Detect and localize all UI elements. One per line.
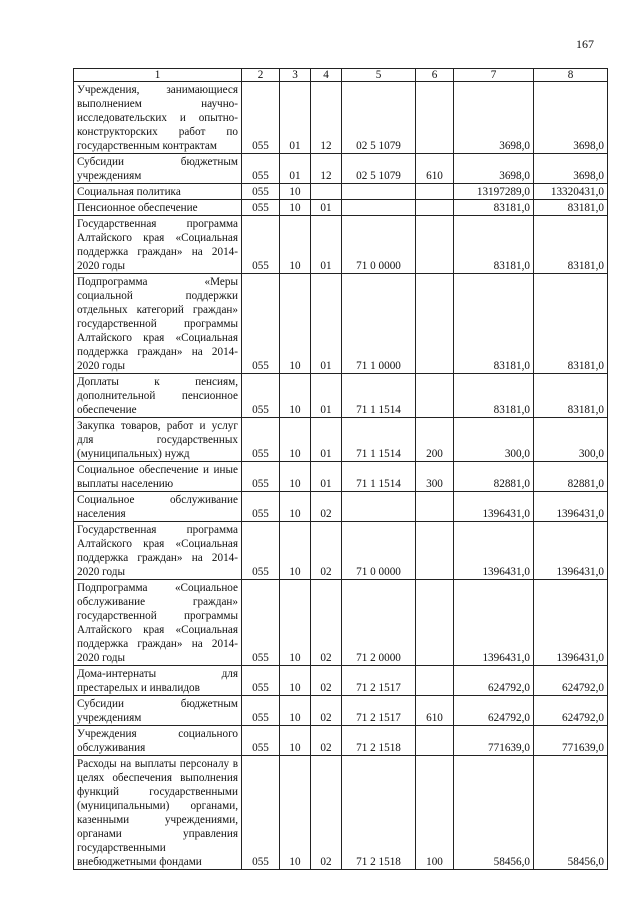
cell-expense-type: 200 <box>416 418 454 462</box>
cell-target: 71 2 0000 <box>342 580 416 666</box>
table-row <box>74 374 608 418</box>
cell-code: 055 <box>242 756 280 870</box>
cell-target <box>342 200 416 216</box>
cell-subsection: 02 <box>311 666 342 696</box>
cell-expense-type <box>416 216 454 274</box>
cell-code: 055 <box>242 492 280 522</box>
header-row <box>74 69 608 82</box>
cell-amount: 1396431,0 <box>534 492 608 522</box>
cell-amount: 3698,0 <box>534 154 608 184</box>
table-row <box>74 216 608 274</box>
col-header: 6 <box>416 69 454 82</box>
cell-expense-type: 300 <box>416 462 454 492</box>
cell-section: 10 <box>280 216 311 274</box>
cell-subsection: 02 <box>311 522 342 580</box>
cell-amount: 83181,0 <box>454 374 534 418</box>
table-row <box>74 522 608 580</box>
cell-amount: 1396431,0 <box>454 580 534 666</box>
cell-target: 71 2 1517 <box>342 696 416 726</box>
cell-expense-type <box>416 374 454 418</box>
cell-amount: 1396431,0 <box>454 492 534 522</box>
table-row <box>74 492 608 522</box>
cell-amount: 13320431,0 <box>534 184 608 200</box>
cell-expense-type <box>416 580 454 666</box>
cell-subsection: 01 <box>311 418 342 462</box>
cell-section: 10 <box>280 274 311 374</box>
row-name: Доплаты к пенсиям, дополнительной пенсионное обеспечение <box>74 374 242 418</box>
cell-subsection: 01 <box>311 216 342 274</box>
col-header: 7 <box>454 69 534 82</box>
cell-amount: 3698,0 <box>454 82 534 154</box>
cell-code: 055 <box>242 580 280 666</box>
cell-target: 71 0 0000 <box>342 216 416 274</box>
cell-expense-type <box>416 82 454 154</box>
cell-target <box>342 184 416 200</box>
cell-amount: 83181,0 <box>454 216 534 274</box>
cell-expense-type <box>416 492 454 522</box>
cell-target: 71 2 1517 <box>342 666 416 696</box>
cell-subsection: 01 <box>311 462 342 492</box>
row-name: Социальное обеспечение и иные выплаты населению <box>74 462 242 492</box>
table-row <box>74 154 608 184</box>
cell-amount: 83181,0 <box>534 200 608 216</box>
col-header: 8 <box>534 69 608 82</box>
cell-section: 10 <box>280 580 311 666</box>
row-name: Учреждения, занимающиеся выполнением научно-исследовательских и опытно-конструкторских работ по государственным контрактам <box>74 82 242 154</box>
cell-amount: 13197289,0 <box>454 184 534 200</box>
cell-code: 055 <box>242 200 280 216</box>
cell-expense-type <box>416 666 454 696</box>
cell-amount: 624792,0 <box>534 666 608 696</box>
cell-code: 055 <box>242 374 280 418</box>
cell-subsection: 02 <box>311 492 342 522</box>
cell-amount: 83181,0 <box>534 216 608 274</box>
col-header: 4 <box>311 69 342 82</box>
row-name: Государственная программа Алтайского края «Социальная поддержка граждан» на 2014-2020 годы <box>74 522 242 580</box>
cell-subsection: 01 <box>311 200 342 216</box>
cell-code: 055 <box>242 82 280 154</box>
cell-subsection: 02 <box>311 756 342 870</box>
cell-expense-type <box>416 726 454 756</box>
cell-amount: 771639,0 <box>454 726 534 756</box>
cell-expense-type: 100 <box>416 756 454 870</box>
row-name: Учреждения социального обслуживания <box>74 726 242 756</box>
cell-section: 10 <box>280 492 311 522</box>
cell-subsection <box>311 184 342 200</box>
cell-target: 71 2 1518 <box>342 756 416 870</box>
cell-subsection: 02 <box>311 696 342 726</box>
table-row <box>74 696 608 726</box>
cell-target: 71 0 0000 <box>342 522 416 580</box>
cell-section: 01 <box>280 154 311 184</box>
cell-subsection: 01 <box>311 274 342 374</box>
cell-section: 10 <box>280 522 311 580</box>
table-row <box>74 666 608 696</box>
cell-expense-type <box>416 522 454 580</box>
cell-target: 71 2 1518 <box>342 726 416 756</box>
table-row <box>74 756 608 870</box>
cell-section: 10 <box>280 200 311 216</box>
cell-amount: 3698,0 <box>454 154 534 184</box>
cell-amount: 83181,0 <box>534 274 608 374</box>
cell-target: 71 1 1514 <box>342 374 416 418</box>
cell-code: 055 <box>242 216 280 274</box>
row-name: Социальное обслуживание населения <box>74 492 242 522</box>
page-number: 167 <box>576 37 594 51</box>
table-row <box>74 418 608 462</box>
row-name: Подпрограмма «Социальное обслуживание граждан» государственной программы Алтайского края «Социальная поддержка граждан» на 2014-2020 годы <box>74 580 242 666</box>
cell-amount: 1396431,0 <box>534 522 608 580</box>
cell-section: 10 <box>280 462 311 492</box>
col-header: 1 <box>74 69 242 82</box>
cell-code: 055 <box>242 418 280 462</box>
row-name: Государственная программа Алтайского края «Социальная поддержка граждан» на 2014-2020 годы <box>74 216 242 274</box>
cell-target: 71 1 0000 <box>342 274 416 374</box>
cell-target <box>342 492 416 522</box>
cell-target: 02 5 1079 <box>342 82 416 154</box>
cell-section: 10 <box>280 666 311 696</box>
table-row <box>74 184 608 200</box>
cell-amount: 83181,0 <box>454 200 534 216</box>
cell-code: 055 <box>242 274 280 374</box>
cell-expense-type: 610 <box>416 696 454 726</box>
cell-subsection: 02 <box>311 726 342 756</box>
col-header: 3 <box>280 69 311 82</box>
table-row <box>74 200 608 216</box>
cell-amount: 624792,0 <box>454 666 534 696</box>
cell-amount: 58456,0 <box>454 756 534 870</box>
table-row <box>74 274 608 374</box>
cell-target: 71 1 1514 <box>342 462 416 492</box>
row-name: Субсидии бюджетным учреждениям <box>74 696 242 726</box>
row-name: Пенсионное обеспечение <box>74 200 242 216</box>
cell-code: 055 <box>242 154 280 184</box>
cell-section: 10 <box>280 418 311 462</box>
table-row <box>74 580 608 666</box>
cell-amount: 82881,0 <box>454 462 534 492</box>
cell-amount: 83181,0 <box>534 374 608 418</box>
cell-amount: 3698,0 <box>534 82 608 154</box>
cell-expense-type <box>416 274 454 374</box>
col-header: 2 <box>242 69 280 82</box>
cell-code: 055 <box>242 666 280 696</box>
cell-amount: 771639,0 <box>534 726 608 756</box>
row-name: Субсидии бюджетным учреждениям <box>74 154 242 184</box>
cell-section: 10 <box>280 756 311 870</box>
cell-amount: 83181,0 <box>454 274 534 374</box>
row-name: Дома-интернаты для престарелых и инвалидов <box>74 666 242 696</box>
cell-subsection: 12 <box>311 154 342 184</box>
cell-expense-type <box>416 200 454 216</box>
cell-section: 10 <box>280 374 311 418</box>
row-name: Закупка товаров, работ и услуг для государственных (муниципальных) нужд <box>74 418 242 462</box>
row-name: Социальная политика <box>74 184 242 200</box>
cell-target: 71 1 1514 <box>342 418 416 462</box>
cell-section: 10 <box>280 726 311 756</box>
cell-code: 055 <box>242 522 280 580</box>
budget-table <box>73 68 608 870</box>
cell-amount: 624792,0 <box>454 696 534 726</box>
table-row <box>74 726 608 756</box>
cell-amount: 1396431,0 <box>454 522 534 580</box>
cell-expense-type: 610 <box>416 154 454 184</box>
cell-expense-type <box>416 184 454 200</box>
table-row <box>74 82 608 154</box>
cell-section: 10 <box>280 696 311 726</box>
cell-subsection: 12 <box>311 82 342 154</box>
col-header: 5 <box>342 69 416 82</box>
cell-code: 055 <box>242 462 280 492</box>
cell-amount: 58456,0 <box>534 756 608 870</box>
cell-code: 055 <box>242 184 280 200</box>
row-name: Расходы на выплаты персоналу в целях обеспечения выполнения функций государственными (муниципальными) органами, казенными учреждениями, органами управления государственными внебюджетными фондами <box>74 756 242 870</box>
cell-amount: 300,0 <box>454 418 534 462</box>
cell-subsection: 01 <box>311 374 342 418</box>
cell-amount: 624792,0 <box>534 696 608 726</box>
cell-subsection: 02 <box>311 580 342 666</box>
row-name: Подпрограмма «Меры социальной поддержки отдельных категорий граждан» государственной программы Алтайского края «Социальная поддержка граждан» на 2014-2020 годы <box>74 274 242 374</box>
cell-amount: 82881,0 <box>534 462 608 492</box>
cell-code: 055 <box>242 726 280 756</box>
cell-amount: 1396431,0 <box>534 580 608 666</box>
cell-section: 01 <box>280 82 311 154</box>
cell-target: 02 5 1079 <box>342 154 416 184</box>
table-row <box>74 462 608 492</box>
cell-amount: 300,0 <box>534 418 608 462</box>
cell-code: 055 <box>242 696 280 726</box>
cell-section: 10 <box>280 184 311 200</box>
